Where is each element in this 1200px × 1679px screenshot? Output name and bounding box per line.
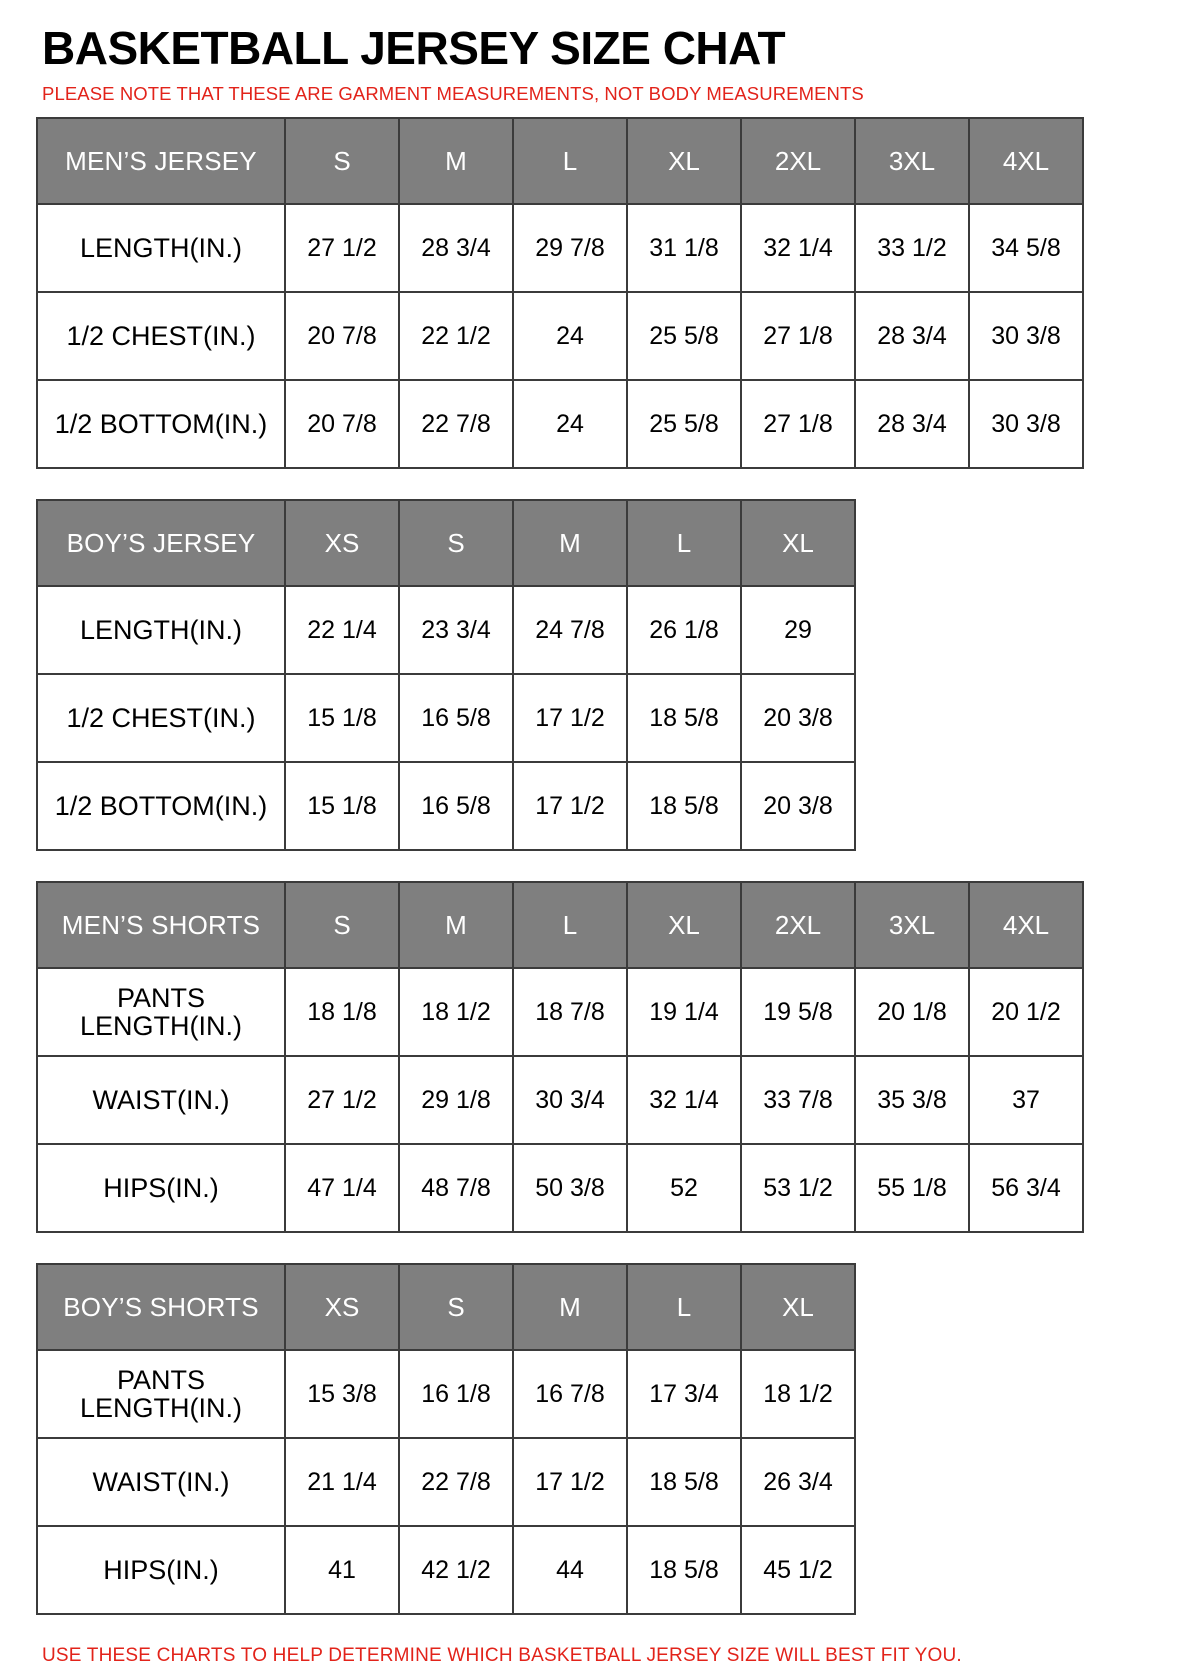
data-cell: 24 7/8 [513,586,627,674]
data-cell: 17 1/2 [513,1438,627,1526]
data-cell: 20 1/2 [969,968,1083,1056]
header-cell: XS [285,500,399,586]
header-cell: M [513,500,627,586]
data-cell: 30 3/8 [969,380,1083,468]
header-cell: XL [741,1264,855,1350]
data-cell: 17 1/2 [513,674,627,762]
data-cell: 27 1/2 [285,204,399,292]
header-cell: XL [627,118,741,204]
data-cell: 15 1/8 [285,674,399,762]
data-cell: 45 1/2 [741,1526,855,1614]
data-cell: 21 1/4 [285,1438,399,1526]
header-cell: 4XL [969,882,1083,968]
table-row [37,380,1083,468]
table-row [37,1144,1083,1232]
row-label-line2: LENGTH(IN.) [80,1011,242,1042]
data-cell: 25 5/8 [627,292,741,380]
table-boys-shorts-wrapper [36,1263,1164,1615]
data-cell: 22 1/4 [285,586,399,674]
data-cell: 55 1/8 [855,1144,969,1232]
data-cell: 18 1/8 [285,968,399,1056]
data-cell: 28 3/4 [855,292,969,380]
data-cell: 19 5/8 [741,968,855,1056]
data-cell: 17 1/2 [513,762,627,850]
header-cell: 3XL [855,118,969,204]
data-cell: 28 3/4 [399,204,513,292]
footer-note: USE THESE CHARTS TO HELP DETERMINE WHICH BASKETBALL JERSEY SIZE WILL BEST FIT YOU. [42,1645,962,1667]
data-cell: 16 1/8 [399,1350,513,1438]
data-cell: 18 5/8 [627,1438,741,1526]
data-cell: 53 1/2 [741,1144,855,1232]
data-cell: 16 5/8 [399,674,513,762]
header-cell: S [285,882,399,968]
table-mens-shorts [36,881,1084,1233]
table-boys-jersey [36,499,856,851]
row-label: WAIST(IN.) [37,1056,285,1144]
data-cell: 32 1/4 [627,1056,741,1144]
header-cell: BOY’S SHORTS [37,1264,285,1350]
data-cell: 31 1/8 [627,204,741,292]
header-cell: L [627,1264,741,1350]
row-label: 1/2 CHEST(IN.) [37,674,285,762]
data-cell: 33 1/2 [855,204,969,292]
data-cell: 37 [969,1056,1083,1144]
header-cell: BOY’S JERSEY [37,500,285,586]
table-row [37,674,855,762]
table-header-row [37,500,855,586]
data-cell: 23 3/4 [399,586,513,674]
data-cell: 26 3/4 [741,1438,855,1526]
table-header-row [37,882,1083,968]
data-cell: 18 1/2 [741,1350,855,1438]
table-row [37,586,855,674]
table-row [37,1056,1083,1144]
header-cell: XS [285,1264,399,1350]
data-cell: 15 1/8 [285,762,399,850]
measurement-note: PLEASE NOTE THAT THESE ARE GARMENT MEASUREMENTS, NOT BODY MEASUREMENTS [42,83,864,105]
table-row [37,204,1083,292]
header-cell: MEN’S SHORTS [37,882,285,968]
table-row [37,968,1083,1056]
data-cell: 20 1/8 [855,968,969,1056]
data-cell: 42 1/2 [399,1526,513,1614]
data-cell: 18 5/8 [627,762,741,850]
data-cell: 22 7/8 [399,380,513,468]
row-label-line2: LENGTH(IN.) [80,1393,242,1424]
header-cell: M [513,1264,627,1350]
data-cell: 41 [285,1526,399,1614]
data-cell: 20 7/8 [285,292,399,380]
header-cell: M [399,882,513,968]
data-cell: 17 3/4 [627,1350,741,1438]
data-cell: 18 5/8 [627,674,741,762]
data-cell: 56 3/4 [969,1144,1083,1232]
data-cell: 33 7/8 [741,1056,855,1144]
data-cell: 30 3/4 [513,1056,627,1144]
data-cell: 44 [513,1526,627,1614]
row-label: HIPS(IN.) [37,1144,285,1232]
table-mens-jersey-wrapper [36,117,1164,469]
data-cell: 16 5/8 [399,762,513,850]
header-cell: 2XL [741,118,855,204]
data-cell: 22 7/8 [399,1438,513,1526]
data-cell: 26 1/8 [627,586,741,674]
row-label: WAIST(IN.) [37,1438,285,1526]
data-cell: 24 [513,380,627,468]
table-mens-jersey [36,117,1084,469]
data-cell: 24 [513,292,627,380]
table-row [37,1526,855,1614]
table-header-row [37,1264,855,1350]
page-title: BASKETBALL JERSEY SIZE CHAT [42,22,786,74]
row-label [37,968,285,1056]
row-label: HIPS(IN.) [37,1526,285,1614]
header-cell: 2XL [741,882,855,968]
row-label-line1: PANTS [116,982,205,1013]
data-cell: 29 7/8 [513,204,627,292]
data-cell: 27 1/2 [285,1056,399,1144]
data-cell: 18 7/8 [513,968,627,1056]
header-cell: M [399,118,513,204]
header-cell: S [399,1264,513,1350]
data-cell: 25 5/8 [627,380,741,468]
header-cell: S [399,500,513,586]
data-cell: 18 1/2 [399,968,513,1056]
data-cell: 47 1/4 [285,1144,399,1232]
data-cell: 15 3/8 [285,1350,399,1438]
table-row [37,1438,855,1526]
table-mens-shorts-wrapper [36,881,1164,1233]
data-cell: 29 [741,586,855,674]
header-cell: L [627,500,741,586]
data-cell: 30 3/8 [969,292,1083,380]
row-label: 1/2 BOTTOM(IN.) [37,762,285,850]
data-cell: 32 1/4 [741,204,855,292]
data-cell: 19 1/4 [627,968,741,1056]
row-label: 1/2 BOTTOM(IN.) [37,380,285,468]
data-cell: 28 3/4 [855,380,969,468]
data-cell: 52 [627,1144,741,1232]
row-label [37,1350,285,1438]
table-row [37,762,855,850]
data-cell: 35 3/8 [855,1056,969,1144]
data-cell: 20 3/8 [741,762,855,850]
header-cell: XL [741,500,855,586]
row-label: 1/2 CHEST(IN.) [37,292,285,380]
data-cell: 50 3/8 [513,1144,627,1232]
data-cell: 48 7/8 [399,1144,513,1232]
table-boys-jersey-wrapper [36,499,1164,851]
data-cell: 22 1/2 [399,292,513,380]
data-cell: 34 5/8 [969,204,1083,292]
data-cell: 18 5/8 [627,1526,741,1614]
row-label-line1: PANTS [116,1364,205,1395]
table-row [37,1350,855,1438]
data-cell: 27 1/8 [741,380,855,468]
header-cell: L [513,882,627,968]
table-row [37,292,1083,380]
data-cell: 16 7/8 [513,1350,627,1438]
data-cell: 20 7/8 [285,380,399,468]
table-header-row [37,118,1083,204]
row-label: LENGTH(IN.) [37,586,285,674]
data-cell: 27 1/8 [741,292,855,380]
header-cell: XL [627,882,741,968]
header-cell: L [513,118,627,204]
table-boys-shorts [36,1263,856,1615]
header-cell: S [285,118,399,204]
header-cell: MEN’S JERSEY [37,118,285,204]
data-cell: 20 3/8 [741,674,855,762]
header-cell: 4XL [969,118,1083,204]
row-label: LENGTH(IN.) [37,204,285,292]
data-cell: 29 1/8 [399,1056,513,1144]
header-cell: 3XL [855,882,969,968]
